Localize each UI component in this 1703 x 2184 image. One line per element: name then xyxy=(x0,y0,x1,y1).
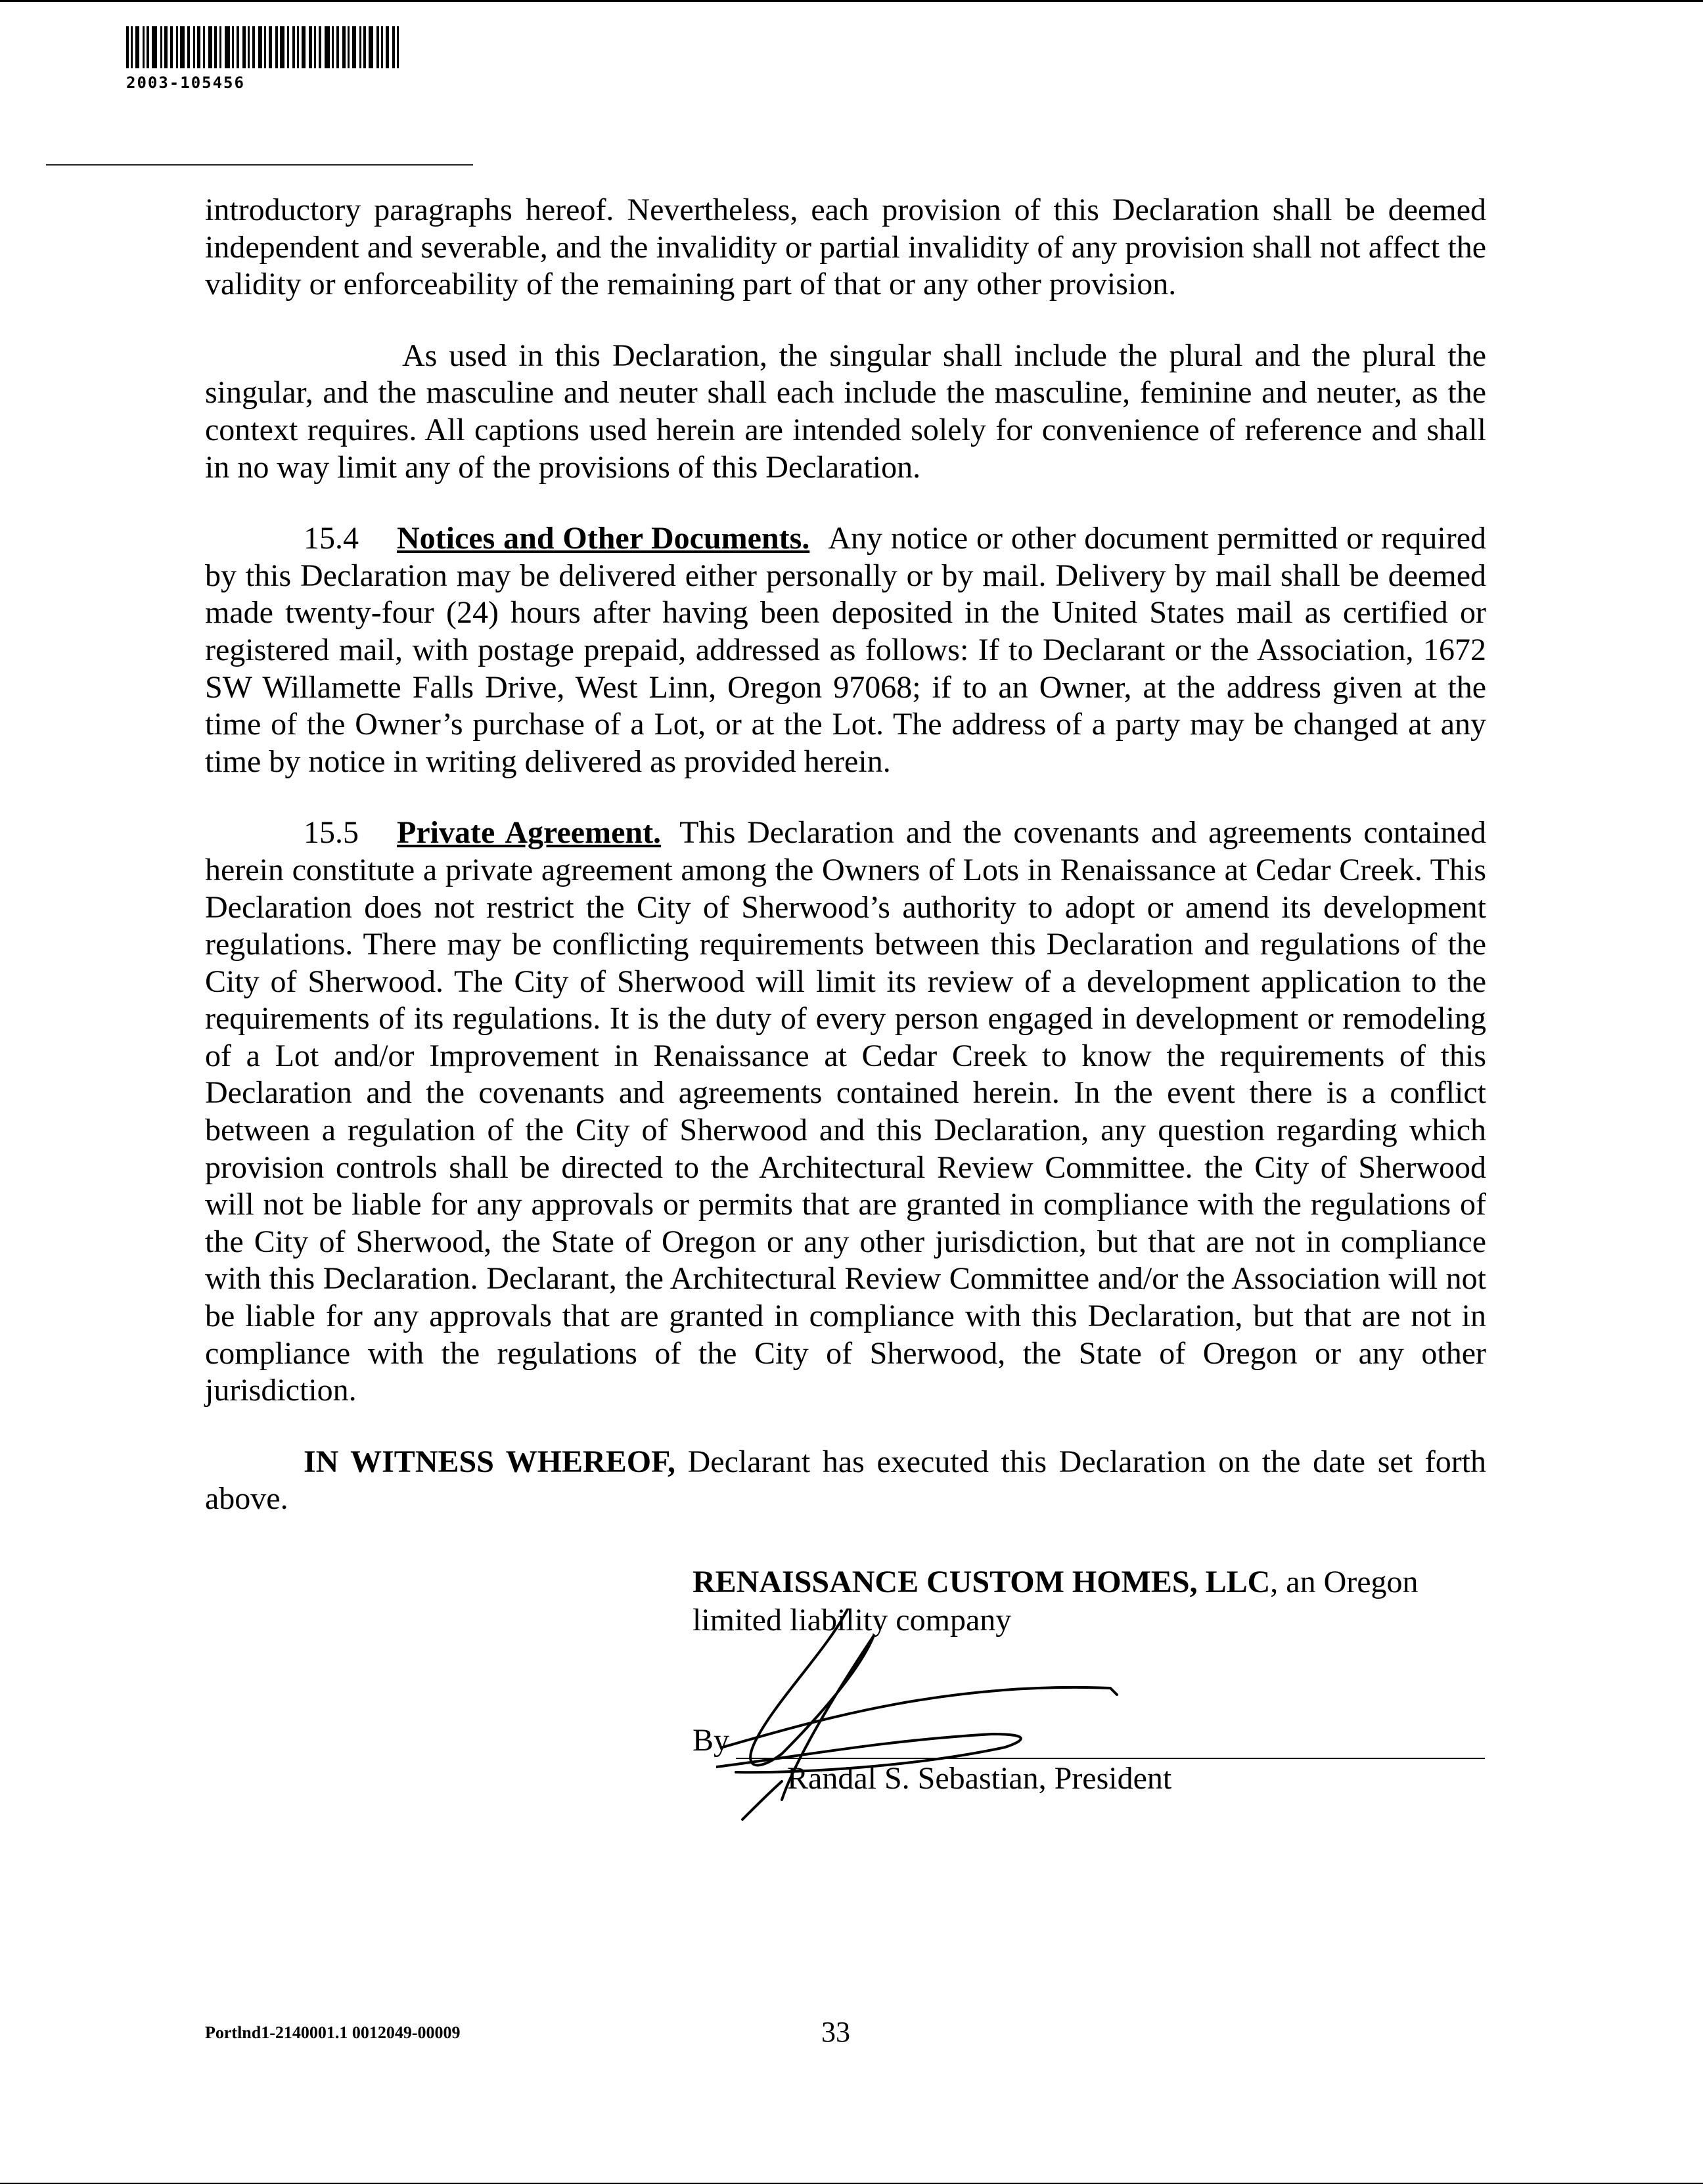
barcode-bar xyxy=(352,26,356,68)
barcode-bar xyxy=(280,26,284,68)
signer-name: Randal S. Sebastian, President xyxy=(787,1761,1172,1796)
barcode-number: 2003-105456 xyxy=(126,74,245,92)
barcode-bar xyxy=(135,26,139,68)
barcode-bar xyxy=(336,26,339,68)
barcode-bar xyxy=(187,26,190,68)
barcode-bar xyxy=(258,26,262,68)
barcode-bar xyxy=(397,26,399,68)
section-number: 15.5 xyxy=(304,815,359,851)
barcode-bar xyxy=(332,26,334,68)
witness-text: Declarant has executed this Declaration on the date set forth above. xyxy=(205,1444,1487,1517)
section-title: Private Agreement. xyxy=(397,815,662,851)
barcode-bar xyxy=(203,26,205,68)
company-suffix: , an Oregon limited liability company xyxy=(693,1565,1419,1638)
barcode-bar xyxy=(160,26,162,68)
header-rule xyxy=(46,164,473,166)
barcode-bar xyxy=(369,26,373,68)
document-body xyxy=(205,192,1486,1552)
section-title: Notices and Other Documents. xyxy=(397,521,810,556)
barcode-bar xyxy=(252,26,255,68)
section-15-4 xyxy=(205,520,1486,780)
section-text: This Declaration and the covenants and agreements contained herein constitute a private agreement among the Owners of Lots in Renaissance at Cedar Creek. This Declaration does not restrict the City of Sherwood’s authority to adopt or amend its development regulations. There may be conflicting requirements between this Declaration and regulations of the City of Sherwood. The City of Sherwood will limit its review of a development application to the requirements of its regulations. It is the duty of every person engaged in development or remodeling of a Lot and/or Improvement in Renaissance at Cedar Creek to know the requirements of this Declaration and the covenants and agreements contained herein. In the event there is a conflict between a regulation of the City of Sherwood and this Declaration, any question regarding which provision controls shall be directed to the Architectural Review Committee. the City of Sherwood will not be liable for any approvals or permits that are granted in compliance with the regulations of the City of Sherwood, the State of Oregon or any other jurisdiction, but that are not in compliance with this Declaration. Declarant, the Architectural Review Committee and/or the Association will not be liable for any approvals that are granted in compliance with this Declaration, but that are not in compliance with the regulations of the City of Sherwood, the State of Oregon or any other jurisdiction. xyxy=(205,815,1487,1408)
barcode-bar xyxy=(363,26,366,68)
barcode-bar xyxy=(208,26,212,68)
barcode-bar xyxy=(342,26,346,68)
barcode-bar xyxy=(359,26,361,68)
barcode-bar xyxy=(386,26,389,68)
section-15-5 xyxy=(205,814,1486,1410)
barcode-bar xyxy=(314,26,316,68)
barcode-bar xyxy=(302,26,306,68)
barcode-bar xyxy=(309,26,312,68)
barcode-bar xyxy=(176,26,178,68)
barcode-bar xyxy=(325,26,330,68)
barcode-bar xyxy=(170,26,173,68)
footer-document-id: Portlnd1-2140001.1 0012049-00009 xyxy=(205,2023,461,2042)
barcode-bar xyxy=(225,26,230,68)
handwritten-signature xyxy=(716,1609,1242,1833)
barcode-bar xyxy=(348,26,350,68)
page-number: 33 xyxy=(821,2016,850,2048)
barcode-bar xyxy=(297,26,299,68)
barcode-bar xyxy=(381,26,383,68)
barcode-bar xyxy=(248,26,250,68)
barcode-bar xyxy=(275,26,278,68)
barcode-bar xyxy=(232,26,234,68)
barcode-bar xyxy=(143,26,145,68)
paragraph-intro: introductory paragraphs hereof. Nevertheless, each provision of this Declaration shall be deemed independent and severable, and the invalidity or partial invalidity of any provision shall not affect the validity or enforceability of the remaining part of that or any other provision. xyxy=(205,192,1486,302)
barcode-bar xyxy=(287,26,289,68)
barcode-bar xyxy=(269,26,272,68)
barcode-bar xyxy=(126,26,129,68)
section-number: 15.4 xyxy=(304,521,359,556)
barcode-bar xyxy=(147,26,149,68)
witness-lead: IN WITNESS WHEREOF, xyxy=(304,1444,675,1479)
barcode xyxy=(126,26,423,68)
barcode-bar xyxy=(264,26,266,68)
barcode-bar xyxy=(319,26,321,68)
barcode-bar xyxy=(193,26,195,68)
barcode-bar xyxy=(197,26,200,68)
by-label: By xyxy=(693,1723,730,1758)
company-name: RENAISSANCE CUSTOM HOMES, LLC xyxy=(693,1565,1271,1599)
barcode-bar xyxy=(152,26,157,68)
barcode-bar xyxy=(214,26,217,68)
barcode-bar xyxy=(292,26,295,68)
barcode-bar xyxy=(180,26,185,68)
barcode-bar xyxy=(242,26,246,68)
witness-clause xyxy=(205,1444,1486,1518)
paragraph-construction: As used in this Declaration, the singular shall include the plural and the plural the singular, and the masculine and neuter shall each include the masculine, feminine and neuter, as the context requires. All captions used herein are intended solely for convenience of reference and shall in no way limit any of the provisions of this Declaration. xyxy=(205,338,1486,485)
barcode-bar xyxy=(237,26,239,68)
barcode-bar xyxy=(392,26,395,68)
barcode-bar xyxy=(219,26,221,68)
barcode-bar xyxy=(376,26,379,68)
barcode-bar xyxy=(131,26,133,68)
section-text: Any notice or other document permitted or required by this Declaration may be delivered either personally or by mail. Delivery by mail shall be deemed made twenty-four (24) hours after having been deposited in the United States mail as certified or registered mail, with postage prepaid, addressed as follows: If to Declarant or the Association, 1672 SW Willamette Falls Drive, West Linn, Oregon 97068; if to an Owner, at the address given at the time of the Owner’s purchase of a Lot, or at the Lot. The address of a party may be changed at any time by notice in writing delivered as provided herein. xyxy=(205,521,1486,779)
barcode-bar xyxy=(164,26,168,68)
